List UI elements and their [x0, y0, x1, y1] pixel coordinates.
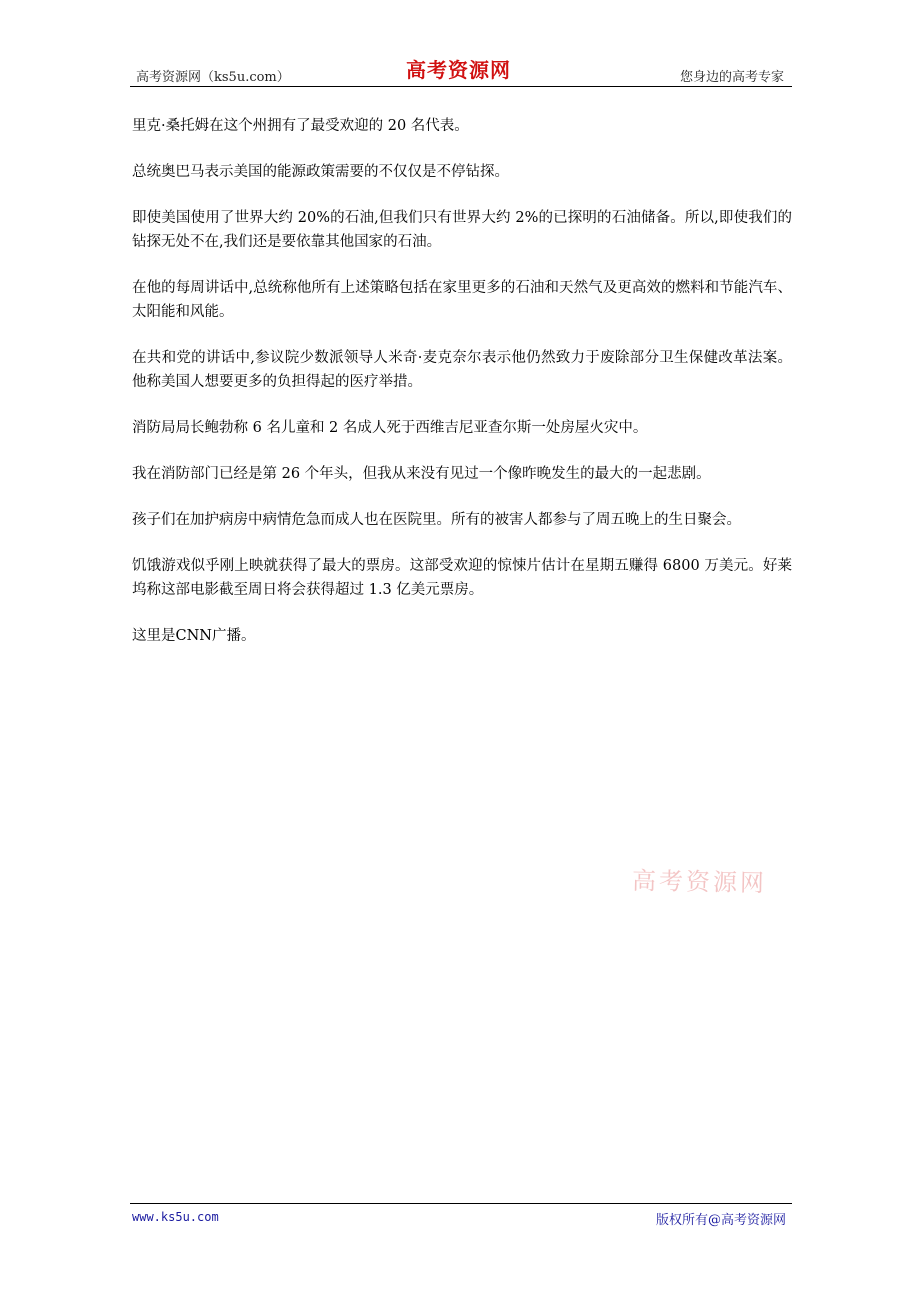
document-body [132, 114, 792, 670]
paragraph-7: 我在消防部门已经是第 26 个年头，但我从来没有见过一个像昨晚发生的最大的一起悲剧。 [132, 466, 711, 482]
paragraph-4: 在他的每周讲话中,总统称他所有上述策略包括在家里更多的石油和天然气及更高效的燃料和节能汽车、太阳能和风能。 [132, 280, 792, 320]
paragraph-10: 这里是CNN广播。 [132, 628, 256, 644]
page-footer [130, 1203, 792, 1228]
paragraph-9: 饥饿游戏似乎刚上映就获得了最大的票房。这部受欢迎的惊悚片估计在星期五赚得 6800 万美元。好莱坞称这部电影截至周日将会获得超过 1.3 亿美元票房。 [132, 558, 792, 598]
footer-copyright: 版权所有@高考资源网 [655, 1213, 786, 1228]
paragraph-5: 在共和党的讲话中,参议院少数派领导人米奇·麦克奈尔表示他仍然致力于废除部分卫生保健改革法案。他称美国人想要更多的负担得起的医疗举措。 [132, 350, 792, 390]
watermark-logo: 高考资源网 [631, 866, 768, 898]
paragraph-3: 即使美国使用了世界大约 20%的石油,但我们只有世界大约 2%的已探明的石油储备。所以,即使我们的钻探无处不在,我们还是要依靠其他国家的石油。 [132, 210, 792, 250]
header-tagline: 您身边的高考专家 [679, 70, 784, 85]
header-logo: 高考资源网 [406, 58, 511, 82]
paragraph-6: 消防局局长鲍勃称 6 名儿童和 2 名成人死于西维吉尼亚查尔斯一处房屋火灾中。 [132, 420, 648, 436]
paragraph-1: 里克·桑托姆在这个州拥有了最受欢迎的 20 名代表。 [132, 118, 469, 134]
footer-site-link[interactable]: www.ks5u.com [132, 1210, 219, 1224]
header-site-name: 高考资源网（ks5u.com） [136, 70, 290, 85]
paragraph-8: 孩子们在加护病房中病情危急而成人也在医院里。所有的被害人都参与了周五晚上的生日聚会。 [132, 512, 741, 528]
page-header [130, 52, 792, 87]
paragraph-2: 总统奥巴马表示美国的能源政策需要的不仅仅是不停钻探。 [132, 164, 509, 180]
